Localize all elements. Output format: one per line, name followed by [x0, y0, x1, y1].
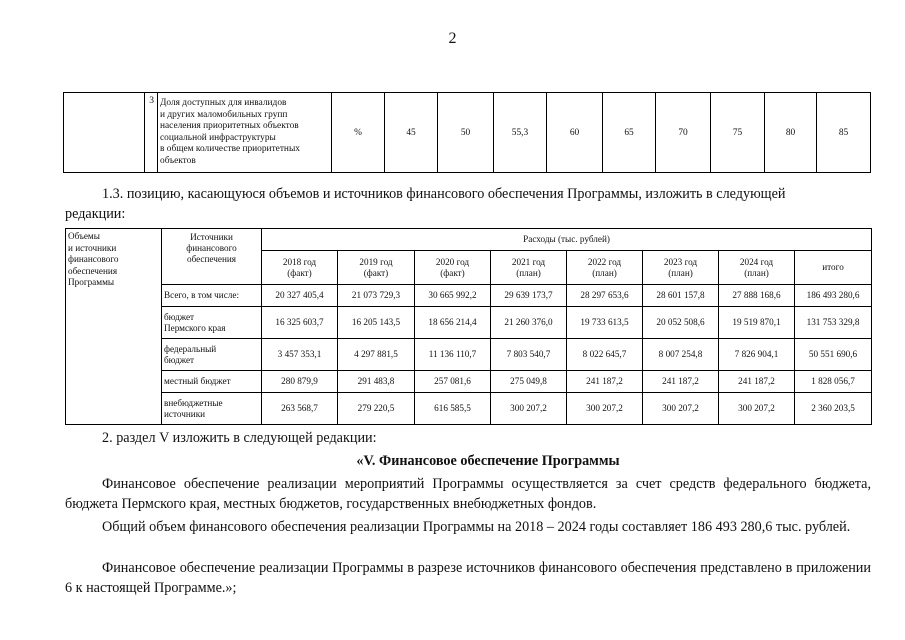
value-cell: 20 327 405,4	[262, 285, 338, 307]
value-cell: 279 220,5	[338, 393, 415, 425]
value-cell: 70	[656, 93, 711, 173]
corner-line: Программы	[68, 277, 115, 287]
value-cell: 131 753 329,8	[795, 307, 872, 339]
row-number: 3	[145, 93, 158, 173]
value-cell: 65	[603, 93, 656, 173]
year-header: 2018 год (факт)	[262, 251, 338, 285]
empty-cell	[64, 93, 145, 173]
value-cell: 11 136 110,7	[415, 339, 491, 371]
section-title: «V. Финансовое обеспечение Программы	[356, 453, 620, 469]
value-cell: 1 828 056,7	[795, 371, 872, 393]
header-line: финансового	[186, 243, 237, 253]
desc-line: населения приоритетных объектов	[160, 121, 299, 131]
value-cell: 300 207,2	[719, 393, 795, 425]
corner-line: и источники	[68, 242, 117, 253]
corner-line: обеспечения	[68, 265, 118, 276]
value-cell: 16 325 603,7	[262, 307, 338, 339]
desc-line: в общем количестве приоритетных	[160, 144, 300, 154]
value-cell: 27 888 168,6	[719, 285, 795, 307]
value-cell: 4 297 881,5	[338, 339, 415, 371]
value-cell: 241 187,2	[643, 371, 719, 393]
value-cell: 7 803 540,7	[491, 339, 567, 371]
year-header: 2020 год (факт)	[415, 251, 491, 285]
value-cell: 291 483,8	[338, 371, 415, 393]
value-cell: 241 187,2	[567, 371, 643, 393]
source-label: местный бюджет	[162, 371, 262, 393]
source-label: внебюджетные источники	[162, 393, 262, 425]
value-cell: 280 879,9	[262, 371, 338, 393]
desc-line: объектов	[160, 155, 196, 166]
value-cell: 616 585,5	[415, 393, 491, 425]
value-cell: 28 297 653,6	[567, 285, 643, 307]
header-line: обеспечения	[186, 254, 237, 264]
value-cell: 80	[765, 93, 817, 173]
source-label: федеральный бюджет	[162, 339, 262, 371]
value-cell: 300 207,2	[491, 393, 567, 425]
corner-line: финансового	[68, 254, 119, 264]
value-cell: 50	[438, 93, 494, 173]
value-cell: 186 493 280,6	[795, 285, 872, 307]
value-cell: 16 205 143,5	[338, 307, 415, 339]
value-cell: 55,3	[494, 93, 547, 173]
desc-line: Доля доступных для инвалидов	[160, 98, 287, 108]
value-cell: 300 207,2	[567, 393, 643, 425]
value-cell: 85	[817, 93, 871, 173]
value-cell: 21 073 729,3	[338, 285, 415, 307]
value-cell: 2 360 203,5	[795, 393, 872, 425]
year-header: 2024 год (план)	[719, 251, 795, 285]
value-cell: 263 568,7	[262, 393, 338, 425]
value-cell: 3 457 353,1	[262, 339, 338, 371]
year-header: 2021 год (план)	[491, 251, 567, 285]
value-cell: 257 081,6	[415, 371, 491, 393]
table-row	[66, 393, 872, 425]
value-cell: 21 260 376,0	[491, 307, 567, 339]
value-cell: 60	[547, 93, 603, 173]
unit-cell: %	[332, 93, 385, 173]
value-cell: 45	[385, 93, 438, 173]
value-cell: 30 665 992,2	[415, 285, 491, 307]
indicator-row	[64, 93, 871, 173]
value-cell: 300 207,2	[643, 393, 719, 425]
value-cell: 275 049,8	[491, 371, 567, 393]
page-number: 2	[448, 30, 457, 47]
paragraph-appendix: Финансовое обеспечение реализации Программы в разрезе источников финансового обеспечения представлено в приложении 6 к настоящей Программе.»;	[65, 560, 871, 596]
table-row	[66, 307, 872, 339]
year-header: 2019 год (факт)	[338, 251, 415, 285]
value-cell: 75	[711, 93, 765, 173]
table-row	[66, 339, 872, 371]
corner-label	[66, 229, 162, 425]
desc-line: социальной инфраструктуры	[160, 132, 276, 143]
source-label: бюджет Пермского края	[162, 307, 262, 339]
year-header: 2023 год (план)	[643, 251, 719, 285]
desc-line: и других маломобильных групп	[160, 109, 288, 120]
value-cell: 29 639 173,7	[491, 285, 567, 307]
source-label: Всего, в том числе:	[162, 285, 262, 307]
value-cell: 50 551 690,6	[795, 339, 872, 371]
corner-line: Объемы	[68, 231, 100, 241]
sources-header	[162, 229, 262, 285]
value-cell: 8 022 645,7	[567, 339, 643, 371]
indicator-table	[63, 92, 871, 173]
value-cell: 19 733 613,5	[567, 307, 643, 339]
value-cell: 20 052 508,6	[643, 307, 719, 339]
value-cell: 8 007 254,8	[643, 339, 719, 371]
paragraph-1-3: 1.3. позицию, касающуюся объемов и источников финансового обеспечения Программы, изложить в следующей	[102, 186, 786, 202]
header-line: Источники	[190, 232, 233, 242]
table-row	[66, 285, 872, 307]
indicator-description	[158, 93, 332, 173]
paragraph-total: Общий объем финансового обеспечения реализации Программы на 2018 – 2024 годы составляет 186 493 280,6 тыс. рублей.	[102, 519, 851, 535]
financing-table	[65, 228, 872, 425]
value-cell: 18 656 214,4	[415, 307, 491, 339]
value-cell: 28 601 157,8	[643, 285, 719, 307]
paragraph-financing: Финансовое обеспечение реализации мероприятий Программы осуществляется за счет средств федерального бюджета, бюджета Пермского края, местных бюджетов, государственных внебюджетных фондов.	[65, 476, 871, 512]
value-cell: 241 187,2	[719, 371, 795, 393]
table-row	[66, 371, 872, 393]
expenses-header: Расходы (тыс. рублей)	[262, 229, 872, 251]
value-cell: 19 519 870,1	[719, 307, 795, 339]
total-header: итого	[795, 251, 872, 285]
value-cell: 7 826 904,1	[719, 339, 795, 371]
year-header: 2022 год (план)	[567, 251, 643, 285]
table-header-row	[66, 229, 872, 251]
paragraph-2: 2. раздел V изложить в следующей редакции:	[102, 430, 377, 446]
paragraph-1-3-continued: редакции:	[65, 206, 126, 222]
